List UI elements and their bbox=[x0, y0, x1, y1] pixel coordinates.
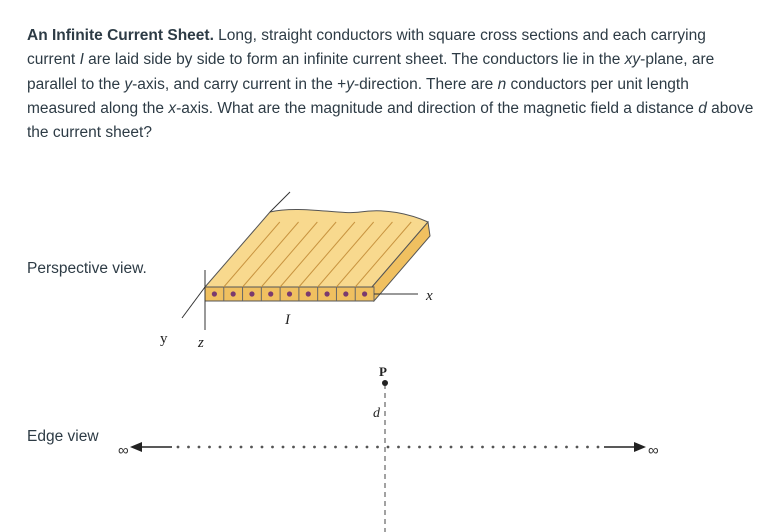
edge-conductor-dot bbox=[576, 446, 579, 449]
edge-conductor-dot bbox=[565, 446, 568, 449]
edge-conductor-dot bbox=[366, 446, 369, 449]
edge-conductor-dot bbox=[523, 446, 526, 449]
problem-text-part: conductors per unit length measured along the bbox=[27, 75, 689, 117]
current-dot bbox=[362, 291, 367, 296]
edge-conductor-dot bbox=[345, 446, 348, 449]
edge-conductor-dot bbox=[544, 446, 547, 449]
current-dot bbox=[249, 291, 254, 296]
edge-conductor-dot bbox=[387, 446, 390, 449]
edge-conductor-dot bbox=[313, 446, 316, 449]
current-dot bbox=[268, 291, 273, 296]
infinity-right: ∞ bbox=[648, 442, 659, 459]
edge-conductor-dot bbox=[502, 446, 505, 449]
edge-conductor-dot bbox=[303, 446, 306, 449]
edge-conductor-dot bbox=[240, 446, 243, 449]
edge-conductor-dot bbox=[481, 446, 484, 449]
edge-conductor-dots bbox=[177, 446, 600, 449]
edge-conductor-dot bbox=[355, 446, 358, 449]
current-dot bbox=[287, 291, 292, 296]
edge-conductor-dot bbox=[198, 446, 201, 449]
z-axis-label: z bbox=[198, 335, 204, 351]
edge-conductor-dot bbox=[597, 446, 600, 449]
edge-conductor-dot bbox=[376, 446, 379, 449]
problem-text-part: above the current sheet? bbox=[27, 99, 754, 142]
current-dot bbox=[306, 291, 311, 296]
arrow-left-head bbox=[130, 442, 142, 452]
edge-conductor-dot bbox=[513, 446, 516, 449]
edge-conductor-dot bbox=[208, 446, 211, 449]
edge-conductor-dot bbox=[261, 446, 264, 449]
edge-conductor-dot bbox=[177, 446, 180, 449]
edge-conductor-dot bbox=[282, 446, 285, 449]
current-dot bbox=[343, 291, 348, 296]
perspective-sheet bbox=[160, 192, 433, 351]
problem-text-part: d bbox=[698, 99, 707, 117]
problem-text-part: x bbox=[168, 99, 177, 117]
problem-text-part: xy bbox=[624, 51, 641, 69]
edge-conductor-dot bbox=[418, 446, 421, 449]
edge-conductor-dot bbox=[334, 446, 337, 449]
perspective-view-label: Perspective view. bbox=[27, 260, 147, 277]
problem-text-part: are laid side by side to form an infinite current sheet. The conductors lie in the bbox=[83, 51, 625, 69]
edge-conductor-dot bbox=[471, 446, 474, 449]
problem-text-part: Long, straight conductors with square cross sections and each carrying current bbox=[27, 27, 706, 69]
edge-conductor-dot bbox=[439, 446, 442, 449]
problem-text-part: -axis, and carry current in the + bbox=[132, 75, 347, 93]
edge-view-label: Edge view bbox=[27, 428, 99, 445]
current-dot bbox=[324, 291, 329, 296]
problem-text-part: -plane, are parallel to the bbox=[27, 51, 715, 93]
edge-conductor-dot bbox=[534, 446, 537, 449]
edge-conductor-dot bbox=[271, 446, 274, 449]
edge-conductor-dot bbox=[450, 446, 453, 449]
edge-conductor-dot bbox=[555, 446, 558, 449]
edge-conductor-dot bbox=[219, 446, 222, 449]
problem-text-part: -direction. There are bbox=[353, 75, 498, 93]
edge-conductor-dot bbox=[250, 446, 253, 449]
current-dot bbox=[231, 291, 236, 296]
problem-text-part: -axis. What are the magnitude and direction of the magnetic field a distance bbox=[176, 99, 699, 117]
edge-conductor-dot bbox=[586, 446, 589, 449]
y-axis-line bbox=[182, 287, 205, 318]
edge-conductor-dot bbox=[292, 446, 295, 449]
edge-view bbox=[118, 364, 659, 532]
x-axis-label: x bbox=[426, 288, 433, 304]
edge-conductor-dot bbox=[408, 446, 411, 449]
edge-conductor-dot bbox=[324, 446, 327, 449]
y-axis-label: y bbox=[160, 331, 168, 347]
edge-conductor-dot bbox=[492, 446, 495, 449]
edge-conductor-dot bbox=[429, 446, 432, 449]
problem-text-part: y bbox=[124, 75, 133, 93]
current-label: I bbox=[285, 312, 290, 328]
current-dot bbox=[212, 291, 217, 296]
infinity-left: ∞ bbox=[118, 442, 129, 459]
y-axis-back-line bbox=[270, 192, 290, 212]
arrow-right-head bbox=[634, 442, 646, 452]
point-p-marker bbox=[382, 380, 388, 386]
point-p-label: P bbox=[379, 364, 387, 379]
edge-conductor-dot bbox=[397, 446, 400, 449]
edge-conductor-dot bbox=[187, 446, 190, 449]
problem-text-part: I bbox=[79, 51, 84, 69]
edge-conductor-dot bbox=[229, 446, 232, 449]
edge-conductor-dot bbox=[460, 446, 463, 449]
problem-text-part: n bbox=[497, 75, 507, 93]
problem-text-part: y bbox=[346, 75, 354, 93]
problem-title: An Infinite Current Sheet. bbox=[27, 27, 214, 44]
distance-label: d bbox=[373, 406, 380, 421]
